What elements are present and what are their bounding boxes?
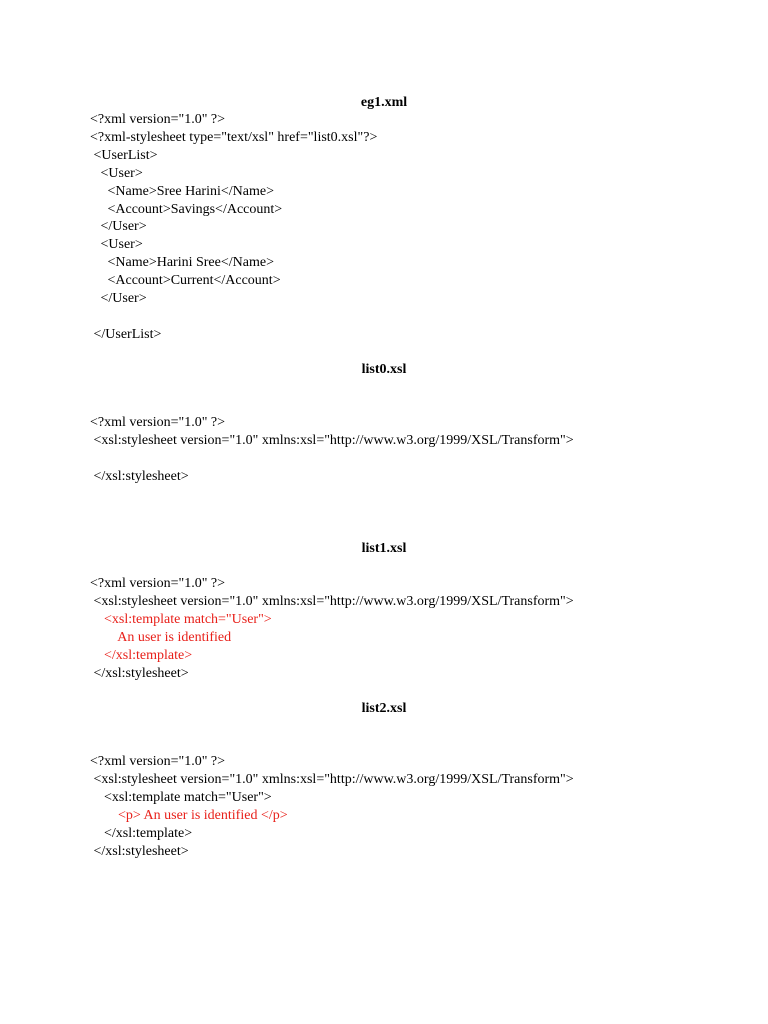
code-line-highlighted: <xsl:template match="User"> — [90, 612, 272, 627]
code-line: <User> — [90, 237, 143, 252]
code-line-highlighted: </xsl:template> — [90, 648, 193, 663]
code-line: <UserList> — [90, 148, 158, 163]
code-line: </xsl:stylesheet> — [90, 844, 189, 859]
code-line: <Account>Current</Account> — [90, 273, 281, 288]
code-line: </User> — [90, 291, 147, 306]
section-heading-list0: list0.xsl — [361, 362, 407, 377]
code-line: <Name>Harini Sree</Name> — [90, 255, 274, 270]
code-line: </User> — [90, 219, 147, 234]
code-line: <?xml-stylesheet type="text/xsl" href="list0.xsl"?> — [90, 130, 378, 145]
code-line: <Name>Sree Harini</Name> — [90, 184, 274, 199]
code-line: </UserList> — [90, 327, 162, 342]
code-line: <?xml version="1.0" ?> — [90, 576, 226, 591]
code-line: <xsl:stylesheet version="1.0" xmlns:xsl="http://www.w3.org/1999/XSL/Transform"> — [90, 433, 574, 448]
section-heading-list1: list1.xsl — [361, 541, 407, 556]
code-line: <?xml version="1.0" ?> — [90, 112, 226, 127]
code-line: </xsl:stylesheet> — [90, 666, 189, 681]
section-heading-eg1: eg1.xml — [360, 95, 408, 110]
code-line: <xsl:stylesheet version="1.0" xmlns:xsl="http://www.w3.org/1999/XSL/Transform"> — [90, 772, 574, 787]
code-line: <User> — [90, 166, 143, 181]
code-line: <xsl:stylesheet version="1.0" xmlns:xsl="http://www.w3.org/1999/XSL/Transform"> — [90, 594, 574, 609]
code-line: <xsl:template match="User"> — [90, 790, 272, 805]
code-line: </xsl:template> — [90, 826, 193, 841]
code-line: <Account>Savings</Account> — [90, 202, 283, 217]
code-line: <?xml version="1.0" ?> — [90, 754, 226, 769]
code-line-highlighted: <p> An user is identified </p> — [90, 808, 288, 823]
code-line: </xsl:stylesheet> — [90, 469, 189, 484]
code-line-highlighted: An user is identified — [90, 630, 232, 645]
code-line: <?xml version="1.0" ?> — [90, 415, 226, 430]
section-heading-list2: list2.xsl — [361, 701, 407, 716]
